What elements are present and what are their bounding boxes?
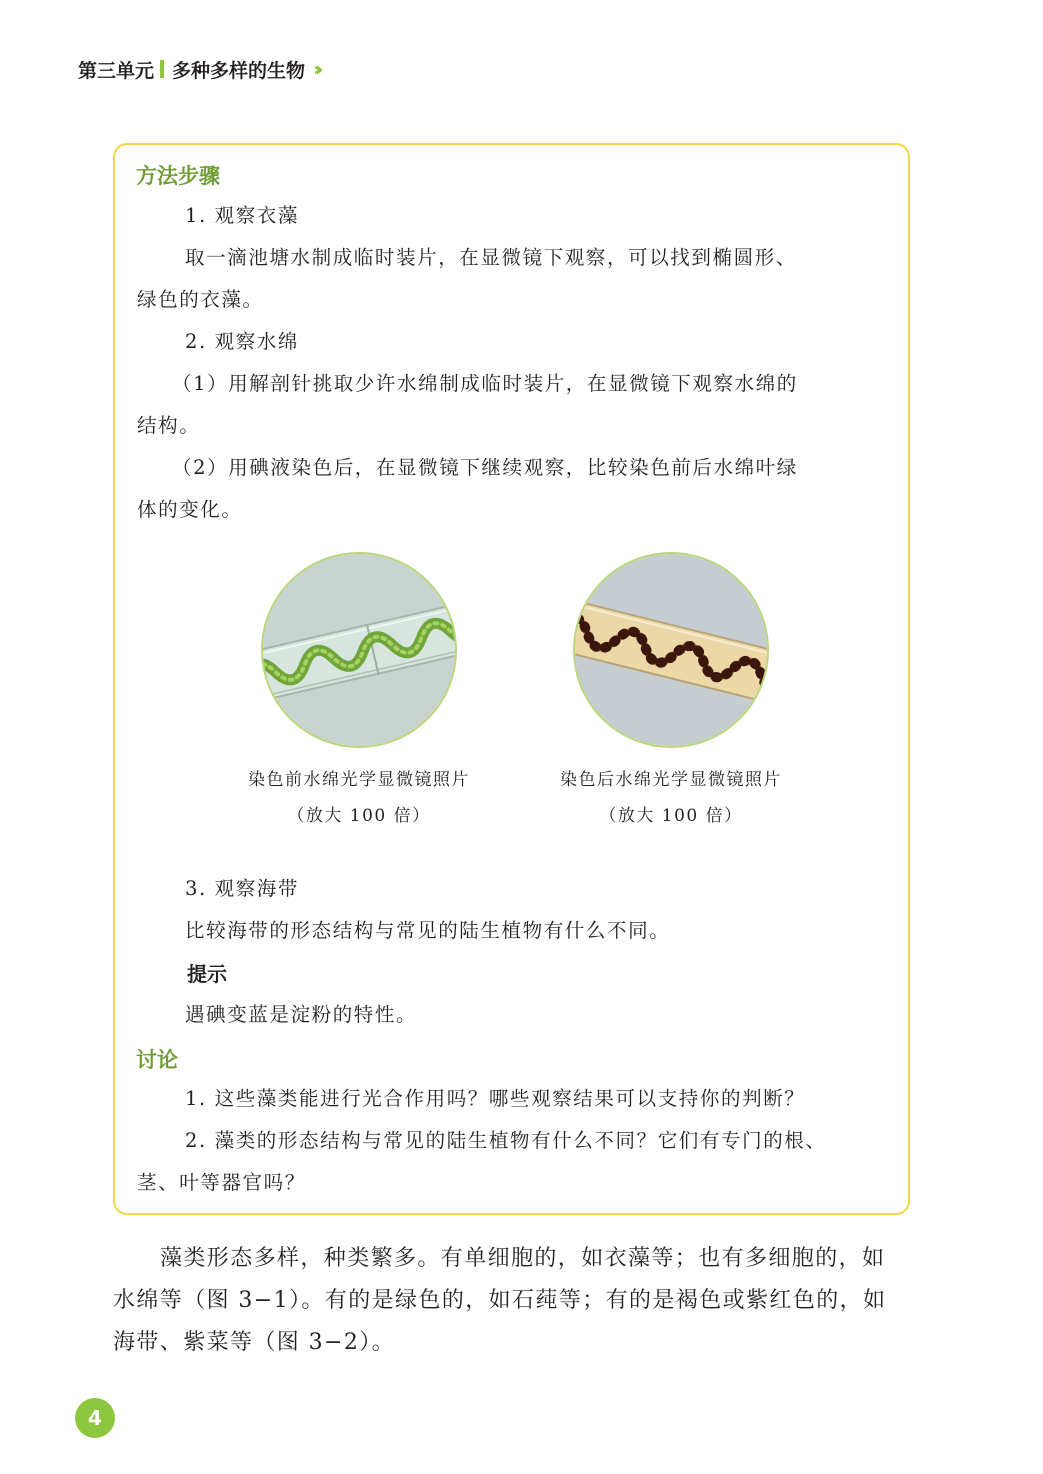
step1-text-line1: 取一滴池塘水制成临时装片，在显微镜下观察，可以找到椭圆形、	[185, 246, 797, 269]
method-title: 方法步骤	[136, 164, 220, 188]
step3-text: 比较海带的形态结构与常见的陆生植物有什么不同。	[185, 919, 671, 942]
micrograph-stained	[573, 552, 769, 748]
running-header	[78, 55, 318, 83]
body-line3: 海带、紫菜等（图 3−2）。	[113, 1330, 396, 1355]
caption-unstained: 染色前水绵光学显微镜照片	[248, 770, 470, 790]
discussion-title: 讨论	[136, 1048, 178, 1072]
caption-stained-mag: （放大 100 倍）	[599, 806, 743, 826]
micrograph-unstained	[261, 552, 457, 748]
step2-title: 2. 观察水绵	[185, 330, 300, 353]
caption-unstained-mag: （放大 100 倍）	[287, 806, 431, 826]
step2a-line1: （1）用解剖针挑取少许水绵制成临时装片，在显微镜下观察水绵的	[172, 372, 798, 395]
caption-stained: 染色后水绵光学显微镜照片	[560, 770, 782, 790]
header-divider	[160, 60, 164, 78]
step1-text-line2: 绿色的衣藻。	[137, 288, 264, 311]
body-line1: 藻类形态多样，种类繁多。有单细胞的，如衣藻等；也有多细胞的，如	[160, 1246, 886, 1271]
discussion-q1: 1. 这些藻类能进行光合作用吗？哪些观察结果可以支持你的判断？	[185, 1087, 806, 1110]
discussion-q2-line1: 2. 藻类的形态结构与常见的陆生植物有什么不同？它们有专门的根、	[185, 1129, 827, 1152]
step2b-line1: （2）用碘液染色后，在显微镜下继续观察，比较染色前后水绵叶绿	[172, 456, 798, 479]
discussion-q2-line2: 茎、叶等器官吗？	[137, 1171, 306, 1194]
page-number: 4	[75, 1398, 115, 1438]
step3-title: 3. 观察海带	[185, 877, 300, 900]
topic-label: 多种多样的生物	[172, 59, 306, 82]
body-line2: 水绵等（图 3−1）。有的是绿色的，如石莼等；有的是褐色或紫红色的，如	[113, 1288, 887, 1313]
step2b-line2: 体的变化。	[137, 498, 243, 521]
step2a-line2: 结构。	[137, 414, 201, 437]
hint-text: 遇碘变蓝是淀粉的特性。	[185, 1003, 418, 1026]
hint-title: 提示	[187, 962, 227, 986]
chevron-right-icon: ››	[313, 57, 318, 81]
step1-title: 1. 观察衣藻	[185, 204, 300, 227]
unit-label: 第三单元	[78, 59, 155, 82]
